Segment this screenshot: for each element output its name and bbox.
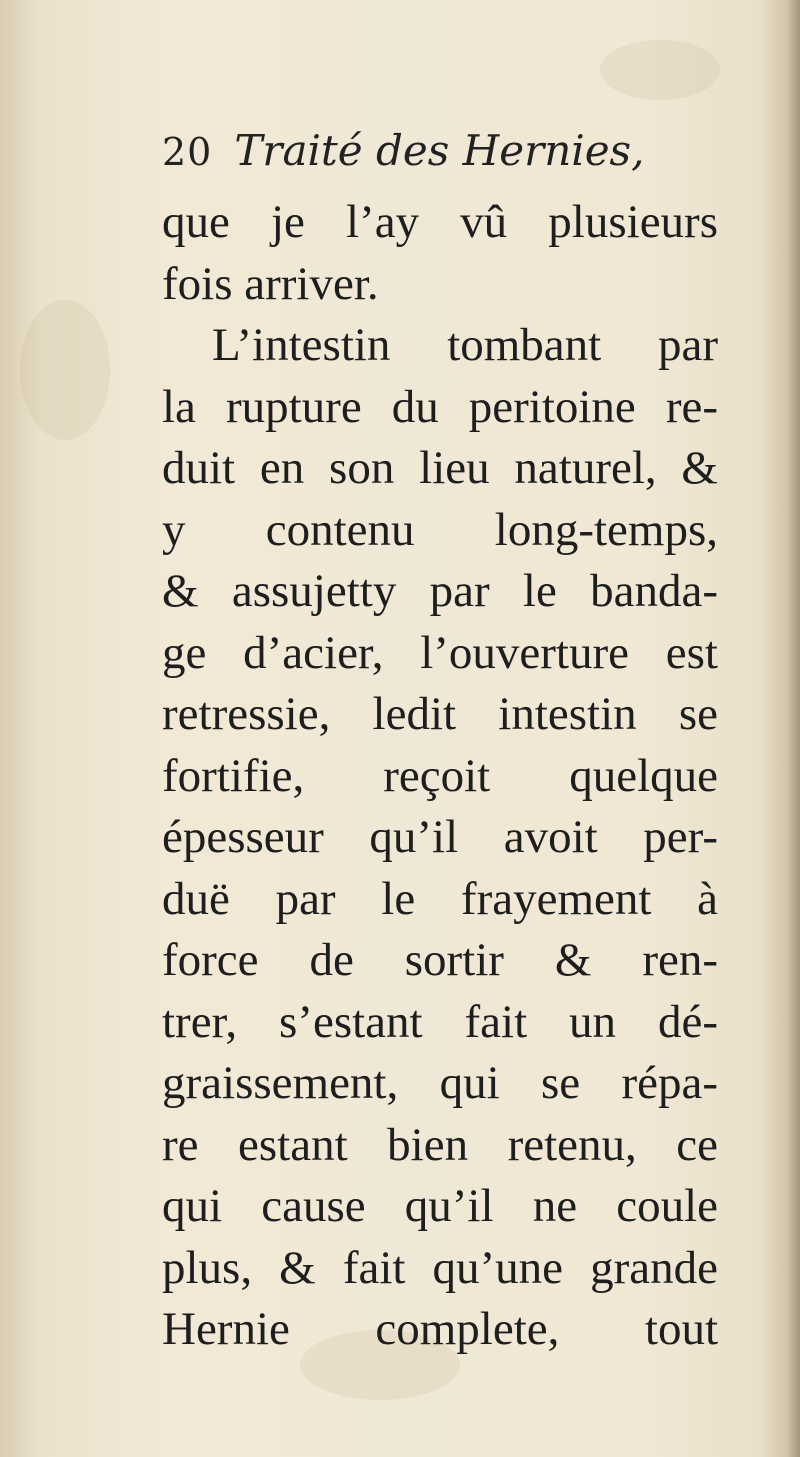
text-line: fortifie, reçoit quelque <box>162 749 718 802</box>
text-line: plus, & fait qu’une grande <box>162 1241 718 1294</box>
running-title: Traité des Hernies, <box>234 126 645 175</box>
running-head <box>162 126 644 175</box>
paper-stain <box>600 40 720 100</box>
text-line: & assujetty par le banda- <box>162 565 718 617</box>
text-line: retressie, ledit intestin se <box>162 688 718 740</box>
text-line: trer, s’estant fait un dé- <box>162 995 718 1048</box>
text-line: Hernie complete, tout <box>162 1303 718 1355</box>
text-line: fois arriver. <box>162 257 379 310</box>
page-number: 20 <box>162 130 213 174</box>
text-line: épesseur qu’il avoit per- <box>162 811 718 863</box>
text-line: y contenu long-temps, <box>162 503 718 556</box>
text-line: duit en son lieu naturel, & <box>162 442 718 494</box>
text-line: force de sortir & ren- <box>162 934 718 986</box>
text-line: graissement, qui se répa- <box>162 1057 718 1109</box>
paper-stain <box>20 300 110 440</box>
text-line: que je l’ay vû plusieurs <box>162 196 718 248</box>
page-edge-shadow <box>786 0 800 1457</box>
text-line: L’intestin tombant par <box>212 319 718 371</box>
text-line: ge d’acier, l’ouverture est <box>162 626 718 679</box>
text-line: qui cause qu’il ne coule <box>162 1180 718 1232</box>
body-text <box>162 192 718 1361</box>
text-line: re estant bien retenu, ce <box>162 1118 718 1171</box>
text-line: duë par le frayement à <box>162 872 718 925</box>
text-line: la rupture du peritoine re- <box>162 380 718 433</box>
